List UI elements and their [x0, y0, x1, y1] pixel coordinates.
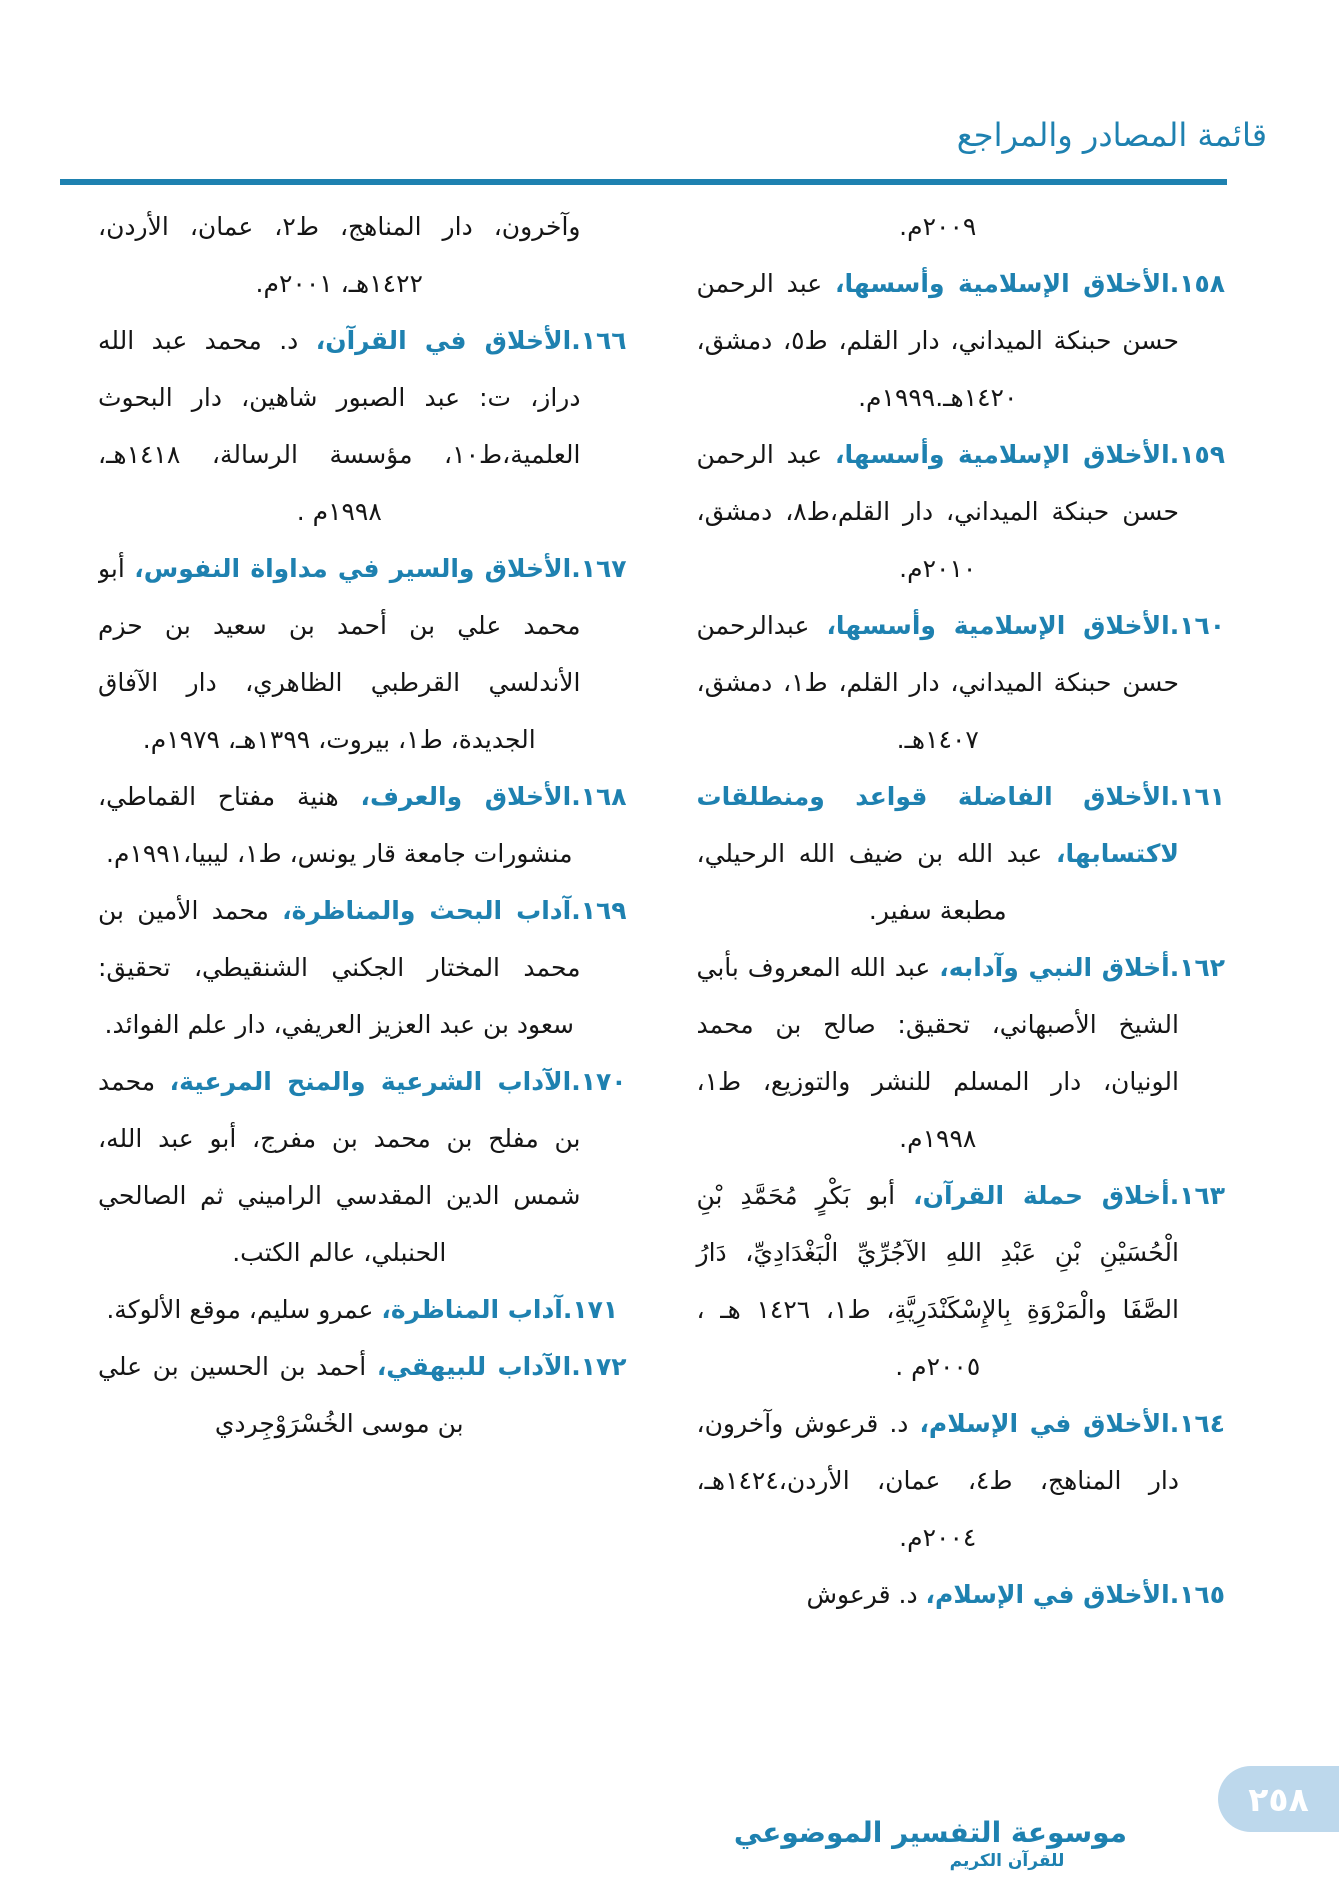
entry-number: ١٧٢. [571, 1352, 627, 1381]
entry-number: ١٧١. [562, 1295, 619, 1324]
entry-body: عبد الله بن ضيف الله الرحيلي، مطبعة سفير. [696, 839, 1057, 925]
bib-entry [98, 1338, 627, 1452]
publisher-logo-subtitle: للقرآن الكريم [949, 1850, 1065, 1871]
entry-number: ١٦٣. [1169, 1181, 1225, 1210]
bib-entry [697, 1566, 1226, 1623]
bib-entry [98, 1053, 627, 1281]
entry-body: د. محمد عبد الله دراز، ت: عبد الصبور شاهين، دار البحوث العلمية،ط١٠، مؤسسة الرسالة، ١٤١٨هـ، ١٩٩٨م . [98, 326, 581, 526]
entry-number: ١٦٦. [571, 326, 627, 355]
entry-number: ١٧٠. [571, 1067, 627, 1096]
entry-number: ١٥٨. [1169, 269, 1225, 298]
page-header-title: قائمة المصادر والمراجع [956, 116, 1267, 154]
entry-title: الأخلاق الإسلامية وأسسها، [834, 269, 1170, 298]
entry-number: ١٦٨. [571, 782, 627, 811]
bib-entry [98, 882, 627, 1053]
bib-entry [697, 597, 1226, 768]
bib-entry [98, 540, 627, 768]
entry-body: أحمد بن الحسين بن علي بن موسى الخُسْرَوْجِردي [98, 1352, 464, 1438]
entry-continuation: وآخرون، دار المناهج، ط٢، عمان، الأردن، ١٤٢٢هـ، ٢٠٠١م. [98, 212, 581, 298]
entry-body: عبد الرحمن حسن حبنكة الميداني، دار القلم،ط٨، دمشق، ٢٠١٠م. [696, 440, 1179, 583]
entry-title: آداب المناظرة، [381, 1295, 563, 1324]
entry-number: ١٦٧. [571, 554, 627, 583]
entry-body: عبدالرحمن حسن حبنكة الميداني، دار القلم، ط١، دمشق، ١٤٠٧هـ. [696, 611, 1179, 754]
entry-title: آداب البحث والمناظرة، [282, 896, 572, 925]
entry-body: د. قرعوش وآخرون، دار المناهج، ط٤، عمان، الأردن،١٤٢٤هـ، ٢٠٠٤م. [696, 1409, 1179, 1552]
entry-title: الأخلاق في الإسلام، [919, 1409, 1170, 1438]
entry-title: الأخلاق الإسلامية وأسسها، [834, 440, 1170, 469]
page-number: ٢٥٨ [1248, 1779, 1309, 1819]
entry-title: الآداب للبيهقي، [376, 1352, 572, 1381]
entry-continuation: ٢٠٠٩م. [899, 212, 977, 241]
entry-body: هنية مفتاح القماطي، منشورات جامعة قار يونس، ط١، ليبيا،١٩٩١م. [98, 782, 573, 868]
publisher-logo-title: موسوعة التفسير الموضوعي [733, 1815, 1127, 1849]
entry-body: عبد الله المعروف بأبي الشيخ الأصبهاني، تحقيق: صالح بن محمد الونيان، دار المسلم للنشر والتوزيع، ط١، ١٩٩٨م. [696, 953, 1179, 1153]
column-right [697, 198, 1226, 1758]
entry-title: الأخلاق في الإسلام، [925, 1580, 1170, 1609]
entry-title: الأخلاق الإسلامية وأسسها، [826, 611, 1170, 640]
entry-title: الأخلاق والعرف، [360, 782, 572, 811]
entry-body: عبد الرحمن حسن حبنكة الميداني، دار القلم، ط٥، دمشق، ١٤٢٠هـ.١٩٩٩م. [696, 269, 1179, 412]
entry-title: الأخلاق الفاضلة قواعد ومنطلقات لاكتسابها، [696, 782, 1179, 868]
bib-entry [98, 1281, 627, 1338]
publisher-logo [733, 1815, 1127, 1872]
entry-body: د. قرعوش [806, 1580, 926, 1609]
bibliography-columns [98, 198, 1225, 1758]
entry-title: الأخلاق في القرآن، [315, 326, 572, 355]
bib-entry [697, 939, 1226, 1167]
entry-number: ١٦٤. [1169, 1409, 1225, 1438]
entry-number: ١٦٢. [1169, 953, 1225, 982]
entry-body: عمرو سليم، موقع الألوكة. [106, 1295, 382, 1324]
entry-number: ١٥٩. [1169, 440, 1225, 469]
bib-entry [98, 312, 627, 540]
bib-entry [697, 1167, 1226, 1395]
bib-entry [697, 255, 1226, 426]
column-left [98, 198, 627, 1758]
entry-body: محمد بن مفلح بن محمد بن مفرج، أبو عبد الله، شمس الدين المقدسي الراميني ثم الصالحي الحنبلي، عالم الكتب. [98, 1067, 581, 1267]
page-number-badge [1218, 1766, 1339, 1832]
bib-entry [697, 768, 1226, 939]
bib-entry [98, 768, 627, 882]
entry-body: أبو محمد علي بن أحمد بن سعيد بن حزم الأندلسي القرطبي الظاهري، دار الآفاق الجديدة، ط١، بيروت، ١٣٩٩هـ، ١٩٧٩م. [98, 554, 581, 754]
entry-number: ١٦٠. [1169, 611, 1225, 640]
entry-title: أخلاق النبي وآدابه، [939, 953, 1170, 982]
bib-entry [697, 426, 1226, 597]
header-rule [60, 179, 1227, 185]
entry-title: الأخلاق والسير في مداواة النفوس، [134, 554, 572, 583]
entry-number: ١٦٩. [571, 896, 627, 925]
entry-title: أخلاق حملة القرآن، [913, 1181, 1170, 1210]
entry-number: ١٦١. [1169, 782, 1225, 811]
bib-entry [697, 1395, 1226, 1566]
entry-body: أبو بَكْرٍ مُحَمَّدِ بْنِ الْحُسَيْنِ بْنِ عَبْدِ اللهِ الآجُرِّيِّ الْبَغْدَادِيِّ، دَارُ الصَّفَا والْمَرْوَةِ بِالإِسْكَنْدَرِيَّةِ، ط١، ١٤٢٦ هـ ، ٢٠٠٥م . [696, 1181, 1179, 1381]
entry-title: الآداب الشرعية والمنح المرعية، [169, 1067, 572, 1096]
entry-number: ١٦٥. [1169, 1580, 1225, 1609]
entry-body: محمد الأمين بن محمد المختار الجكني الشنقيطي، تحقيق: سعود بن عبد العزيز العريفي، دار علم الفوائد. [98, 896, 581, 1039]
